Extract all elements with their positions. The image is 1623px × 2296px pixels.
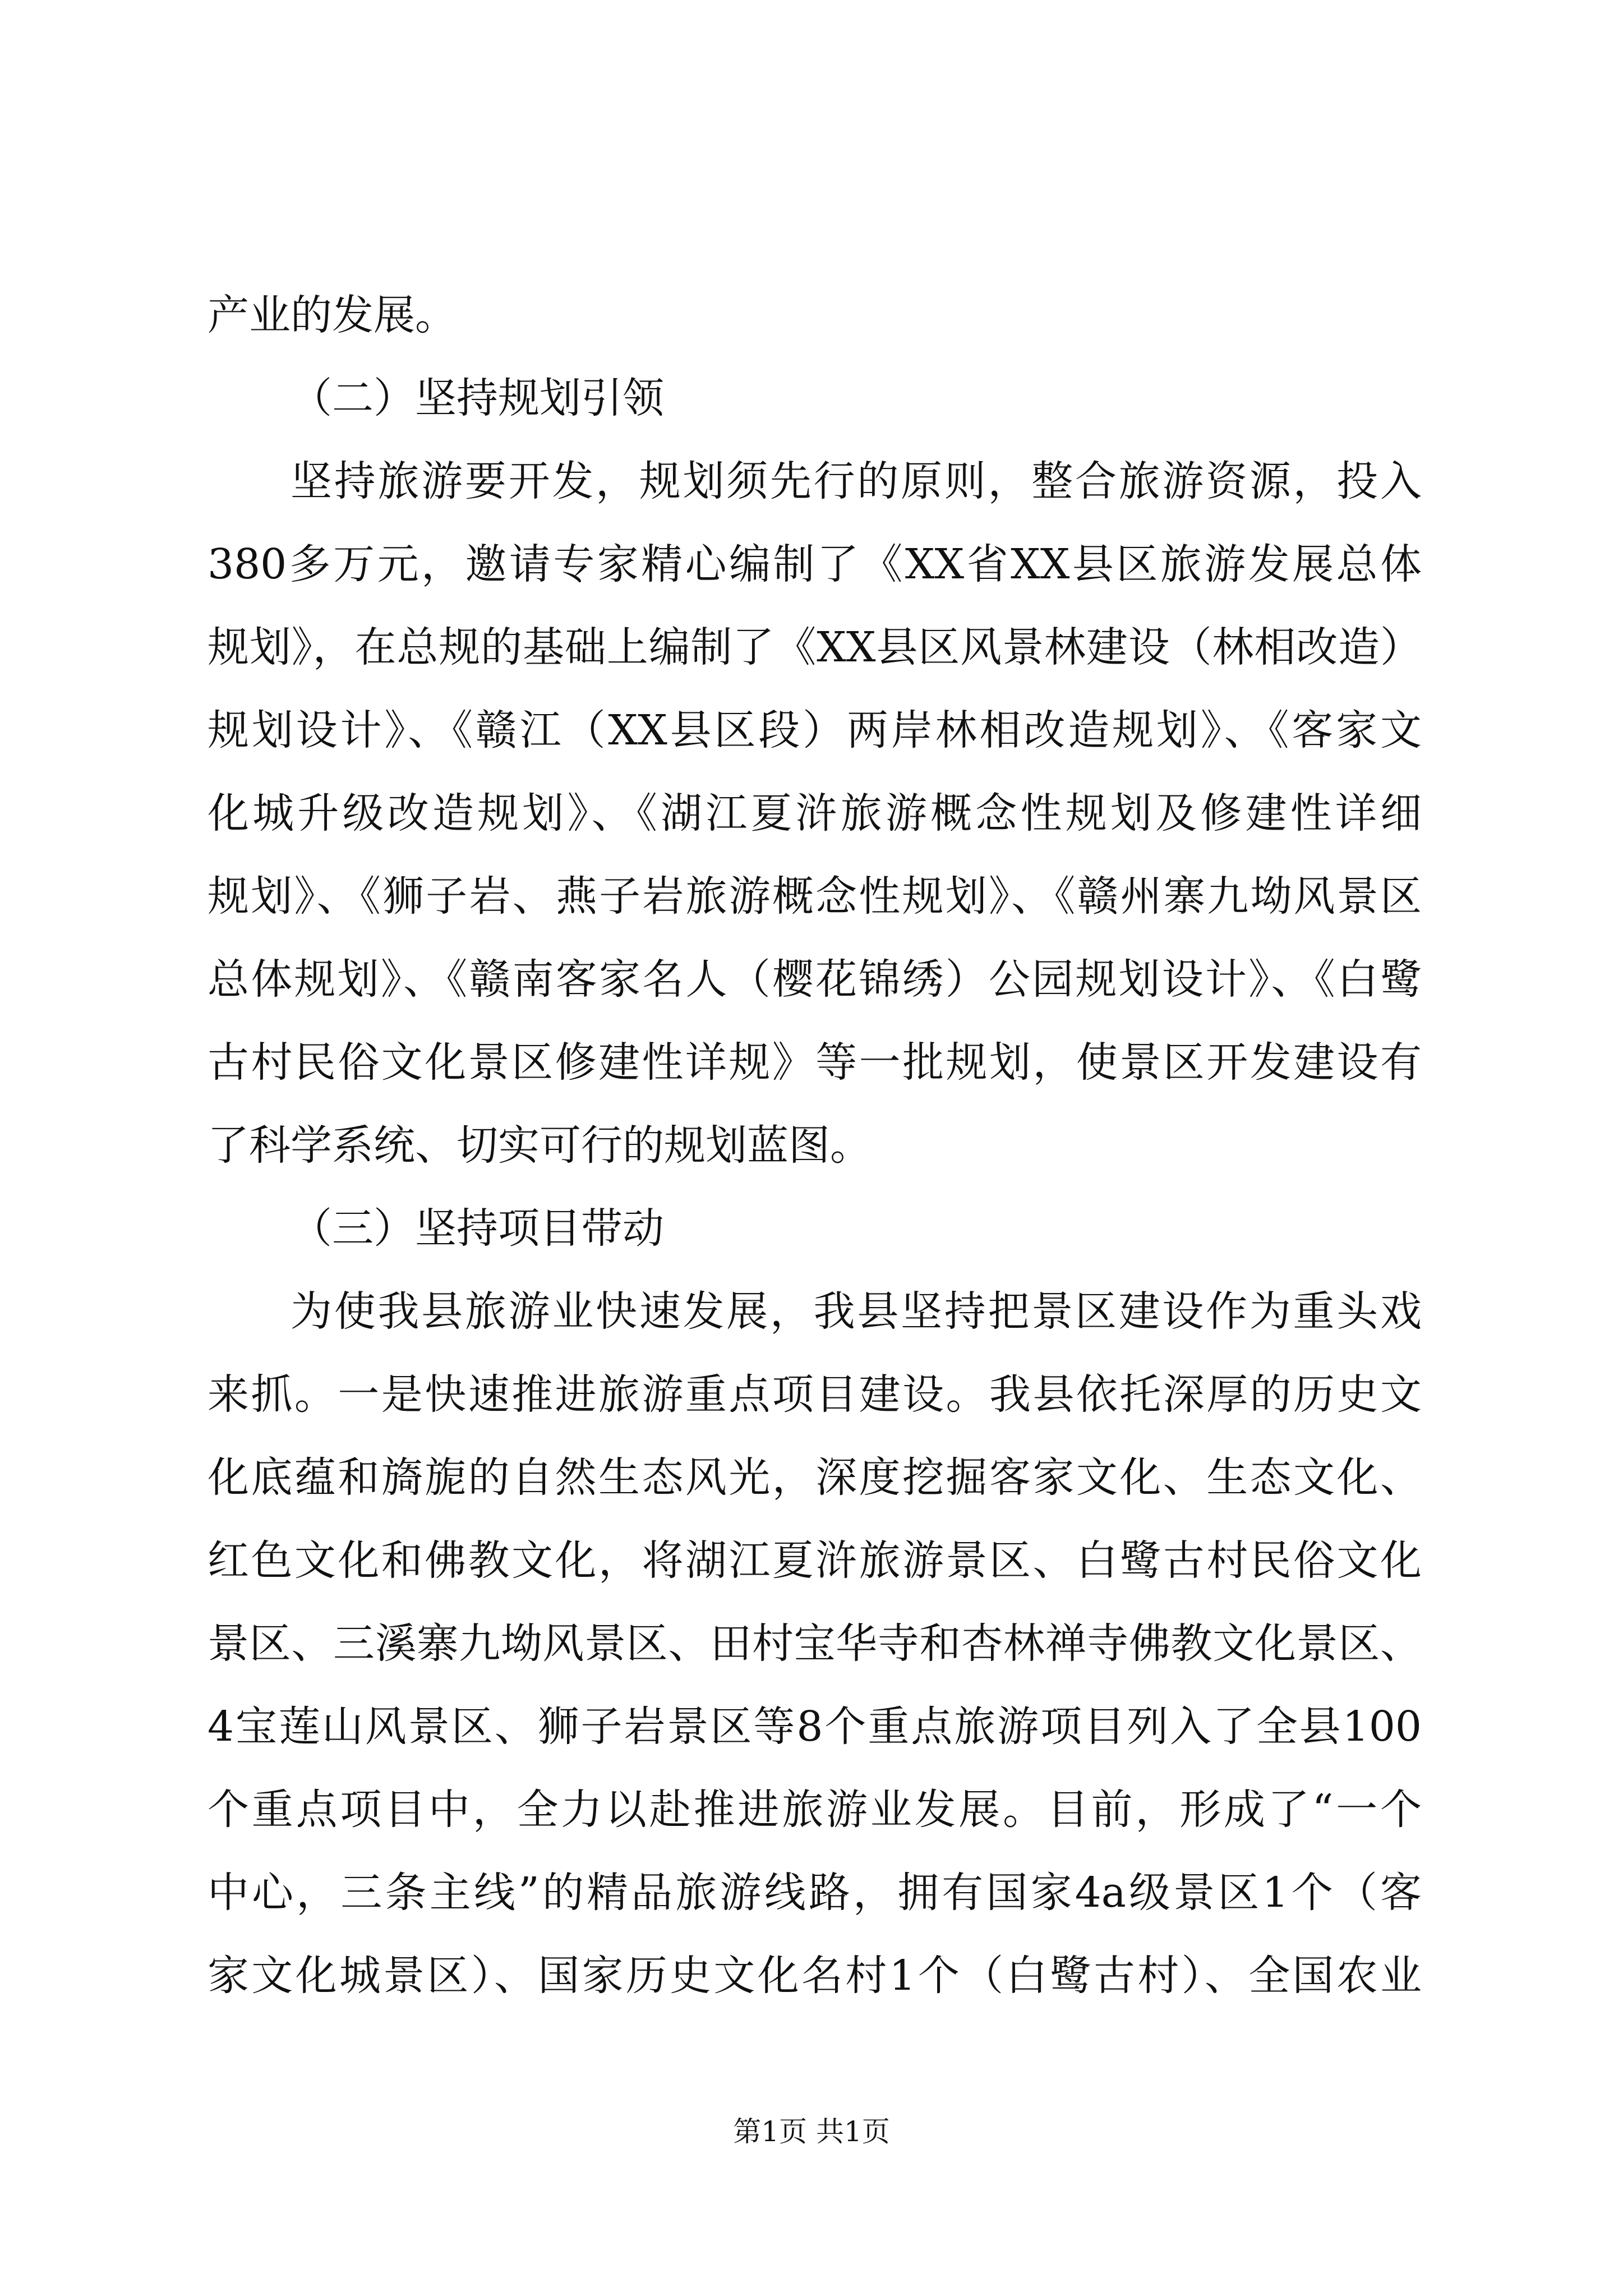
page-footer: 第1页 共1页 (733, 2115, 890, 2148)
text-line: 了科学系统、切实可行的规划蓝图。 (208, 1121, 872, 1170)
text-line: 坚持旅游要开发，规划须先行的原则，整合旅游资源，投入 (291, 457, 1422, 505)
text-line: 4宝莲山风景区、狮子岩景区等8个重点旅游项目列入了全县100 (208, 1703, 1422, 1751)
text-line: 380多万元，邀请专家精心编制了《XX省XX县区旅游发展总体 (208, 540, 1422, 588)
text-line: 中心，三条主线”的精品旅游线路，拥有国家4a级景区1个（客 (208, 1869, 1422, 1917)
text-line: 规划》、《狮子岩、燕子岩旅游概念性规划》、《赣州寨九坳风景区 (208, 872, 1422, 921)
text-line: （三）坚持项目带动 (291, 1204, 664, 1253)
text-line: 规划》，在总规的基础上编制了《XX县区风景林建设（林相改造） (208, 623, 1422, 671)
text-line: 红色文化和佛教文化，将湖江夏浒旅游景区、白鹭古村民俗文化 (208, 1536, 1422, 1585)
text-line: 规划设计》、《赣江（XX县区段）两岸林相改造规划》、《客家文 (208, 706, 1422, 754)
text-line: 来抓。一是快速推进旅游重点项目建设。我县依托深厚的历史文 (208, 1370, 1422, 1419)
text-line: 产业的发展。 (208, 291, 457, 339)
text-line: 个重点项目中，全力以赴推进旅游业发展。目前，形成了“一个 (208, 1786, 1422, 1834)
document-body (208, 274, 1422, 2017)
text-line: 古村民俗文化景区修建性详规》等一批规划，使景区开发建设有 (208, 1038, 1422, 1087)
text-line: 总体规划》、《赣南客家名人（樱花锦绣）公园规划设计》、《白鹭 (208, 955, 1422, 1004)
text-line: 化底蕴和旖旎的自然生态风光，深度挖掘客家文化、生态文化、 (208, 1453, 1422, 1502)
text-line: 化城升级改造规划》、《湖江夏浒旅游概念性规划及修建性详细 (208, 789, 1422, 838)
text-line: 家文化城景区）、国家历史文化名村1个（白鹭古村）、全国农业 (208, 1952, 1422, 2000)
text-line: 景区、三溪寨九坳风景区、田村宝华寺和杏林禅寺佛教文化景区、 (208, 1619, 1422, 1668)
text-line: 为使我县旅游业快速发展，我县坚持把景区建设作为重头戏 (291, 1287, 1422, 1336)
text-line: （二）坚持规划引领 (291, 374, 664, 422)
